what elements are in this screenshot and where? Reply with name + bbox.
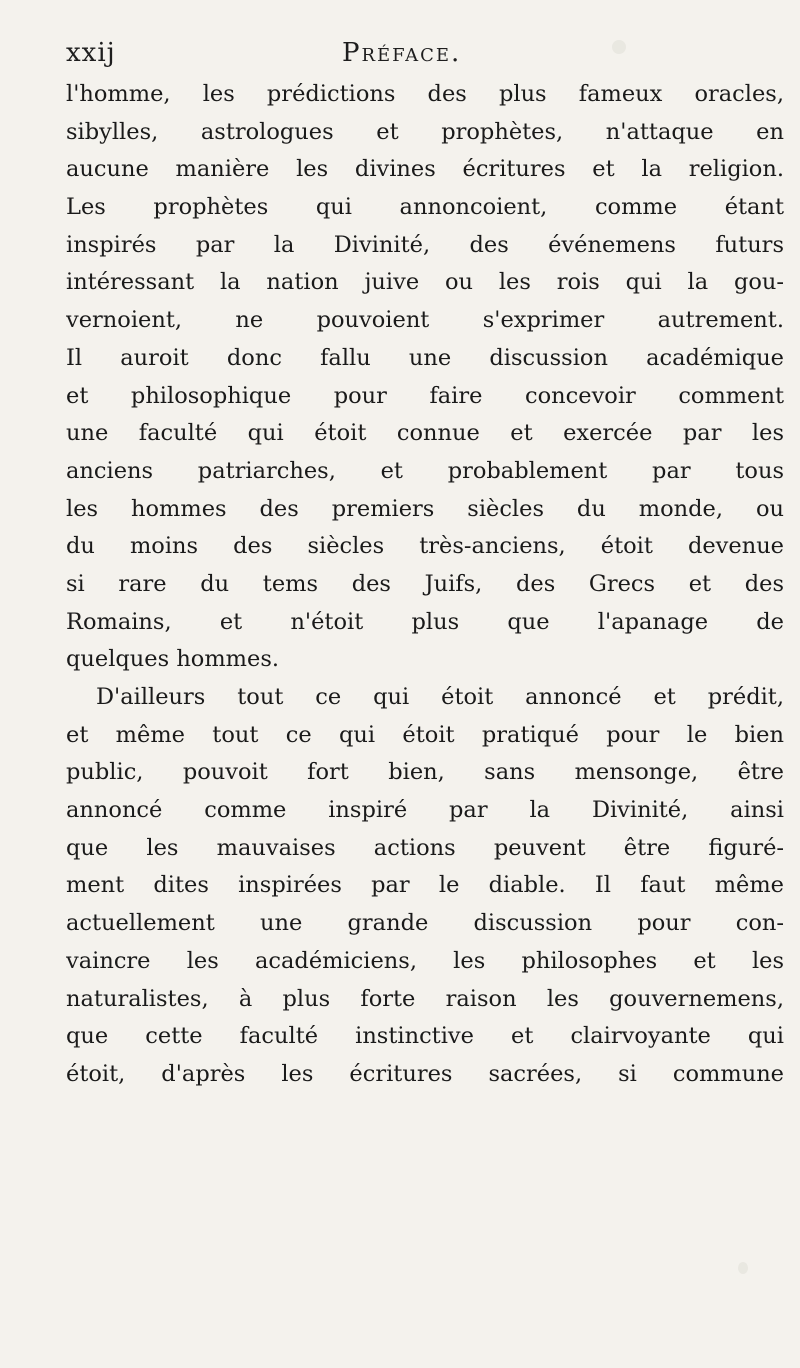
- text-line: naturalistes, à plus forte raison les gouvernemens,: [66, 985, 784, 1012]
- text-line: inspirés par la Divinité, des événemens futurs: [66, 231, 784, 258]
- text-line: aucune manière les divines écritures et la religion.: [66, 156, 784, 183]
- text-line: intéressant la nation juive ou les rois qui la gou-: [66, 269, 784, 296]
- text-line: du moins des siècles très-anciens, étoit devenue: [66, 533, 784, 560]
- text-line: actuellement une grande discussion pour con-: [66, 910, 784, 937]
- text-line: l'homme, les prédictions des plus fameux oracles,: [66, 81, 784, 107]
- page-number: xxij: [66, 38, 116, 68]
- text-line: si rare du tems des Juifs, des Grecs et des: [66, 570, 784, 597]
- text-line: étoit, d'après les écritures sacrées, si commune: [66, 1060, 784, 1087]
- text-line: et même tout ce qui étoit pratiqué pour le bien: [66, 721, 784, 748]
- paper-stain: [738, 1262, 748, 1274]
- text-line: public, pouvoit fort bien, sans mensonge, être: [66, 759, 784, 786]
- text-line: anciens patriarches, et probablement par tous: [66, 457, 784, 484]
- text-line: sibylles, astrologues et prophètes, n'attaque en: [66, 118, 784, 145]
- text-line: Romains, et n'étoit plus que l'apanage de: [66, 608, 784, 635]
- paragraph-2: [66, 679, 784, 1094]
- text-line: les hommes des premiers siècles du monde, ou: [66, 495, 784, 522]
- text-line: vaincre les académiciens, les philosophes et les: [66, 947, 784, 974]
- text-line: ment dites inspirées par le diable. Il faut même: [66, 872, 784, 899]
- page-header: [66, 38, 766, 78]
- body-text: [66, 76, 784, 1094]
- text-line: et philosophique pour faire concevoir comment: [66, 382, 784, 409]
- text-line: que les mauvaises actions peuvent être figuré-: [66, 834, 784, 861]
- paragraph-1: [66, 76, 784, 679]
- text-line: quelques hommes.: [66, 646, 280, 673]
- text-line: une faculté qui étoit connue et exercée par les: [66, 420, 784, 447]
- running-title: Préface.: [342, 38, 462, 68]
- text-line: vernoient, ne pouvoient s'exprimer autrement.: [66, 307, 784, 334]
- text-line: que cette faculté instinctive et clairvoyante qui: [66, 1023, 784, 1050]
- text-line: Il auroit donc fallu une discussion académique: [66, 344, 784, 371]
- text-line: annoncé comme inspiré par la Divinité, ainsi: [66, 797, 784, 824]
- text-line: Les prophètes qui annoncoient, comme étant: [66, 194, 784, 221]
- text-line: D'ailleurs tout ce qui étoit annoncé et prédit,: [96, 684, 784, 710]
